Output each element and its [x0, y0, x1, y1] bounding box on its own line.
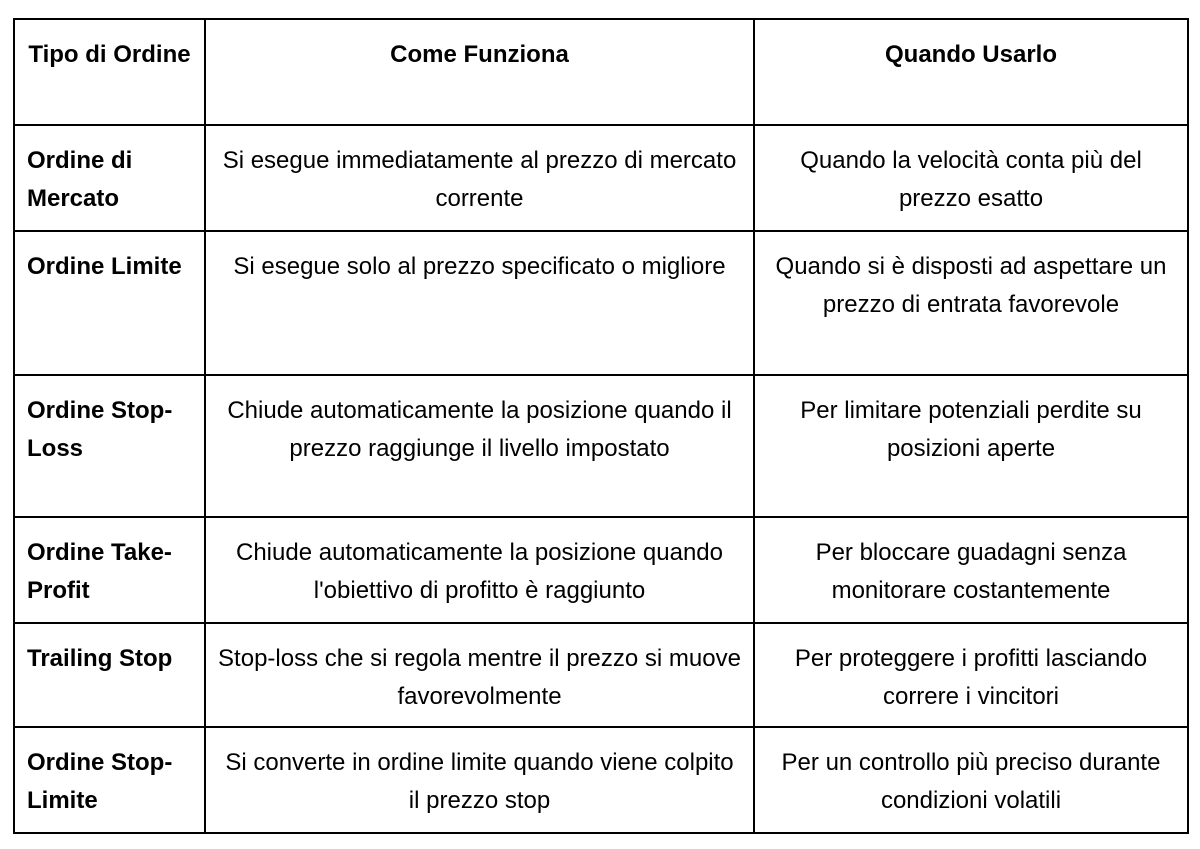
when-to-use-cell: Per limitare potenziali perdite su posizioni aperte: [754, 375, 1188, 517]
table-header-row: [14, 19, 1188, 125]
order-type-cell: Ordine Stop-Limite: [14, 727, 205, 833]
how-it-works-cell: Stop-loss che si regola mentre il prezzo si muove favorevolmente: [205, 623, 754, 727]
how-it-works-cell: Chiude automaticamente la posizione quando il prezzo raggiunge il livello impostato: [205, 375, 754, 517]
when-to-use-cell: Quando si è disposti ad aspettare un prezzo di entrata favorevole: [754, 231, 1188, 375]
table-row: [14, 375, 1188, 517]
order-types-table: [13, 18, 1189, 834]
how-it-works-cell: Chiude automaticamente la posizione quando l'obiettivo di profitto è raggiunto: [205, 517, 754, 623]
how-it-works-cell: Si esegue solo al prezzo specificato o migliore: [205, 231, 754, 375]
table-row: [14, 231, 1188, 375]
header-order-type: Tipo di Ordine: [14, 19, 205, 125]
order-type-cell: Ordine Take-Profit: [14, 517, 205, 623]
when-to-use-cell: Quando la velocità conta più del prezzo esatto: [754, 125, 1188, 231]
when-to-use-cell: Per un controllo più preciso durante condizioni volatili: [754, 727, 1188, 833]
header-how-it-works: Come Funziona: [205, 19, 754, 125]
header-when-to-use: Quando Usarlo: [754, 19, 1188, 125]
table-row: [14, 623, 1188, 727]
how-it-works-cell: Si esegue immediatamente al prezzo di mercato corrente: [205, 125, 754, 231]
order-type-cell: Trailing Stop: [14, 623, 205, 727]
order-type-cell: Ordine di Mercato: [14, 125, 205, 231]
order-type-cell: Ordine Stop-Loss: [14, 375, 205, 517]
table-row: [14, 125, 1188, 231]
when-to-use-cell: Per proteggere i profitti lasciando correre i vincitori: [754, 623, 1188, 727]
how-it-works-cell: Si converte in ordine limite quando viene colpito il prezzo stop: [205, 727, 754, 833]
table-row: [14, 517, 1188, 623]
when-to-use-cell: Per bloccare guadagni senza monitorare costantemente: [754, 517, 1188, 623]
order-type-cell: Ordine Limite: [14, 231, 205, 375]
table-row: [14, 727, 1188, 833]
